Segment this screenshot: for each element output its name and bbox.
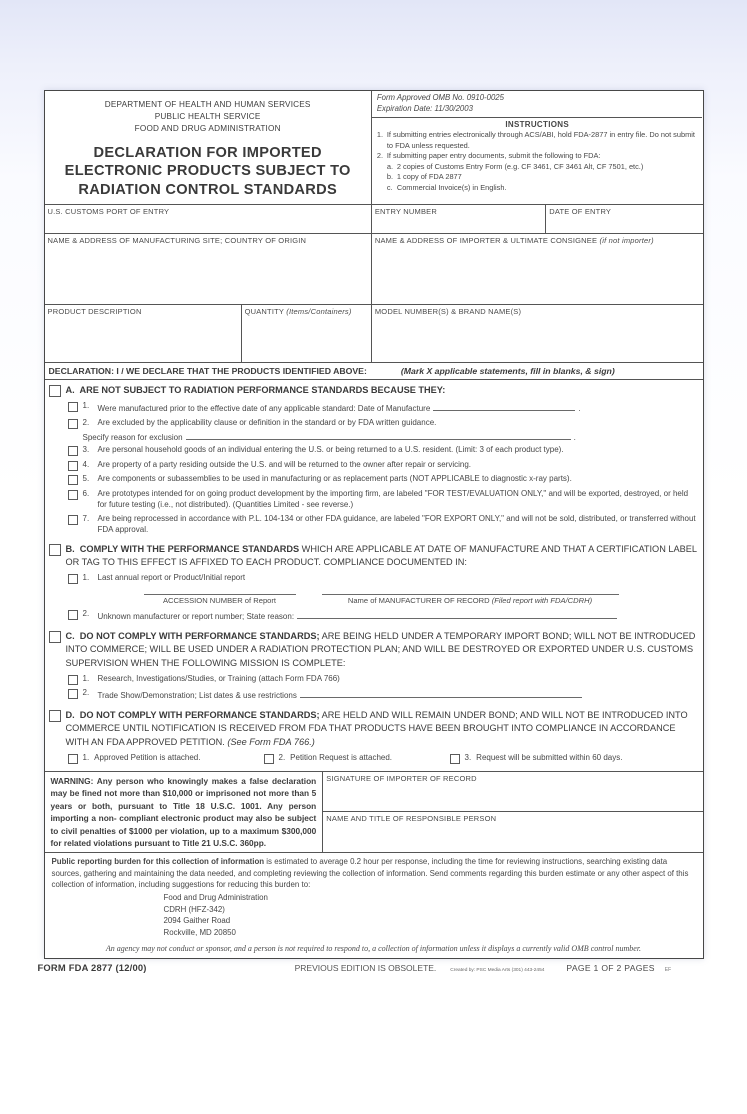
signature-label: SIGNATURE OF IMPORTER OF RECORD <box>326 773 477 783</box>
section-a-item-1: 1. Were manufactured prior to the effective date of any applicable standard: Date of Manufacture . <box>49 401 699 415</box>
entry-number-field[interactable] <box>371 205 545 233</box>
section-c-item-1: 1. Research, Investigations/Studies, or Training (attach Form FDA 766) <box>49 674 699 685</box>
checkbox-a7[interactable] <box>68 515 78 525</box>
checkbox-a4[interactable] <box>68 461 78 471</box>
checkbox-section-d[interactable] <box>49 710 61 722</box>
section-b-item-1: 1. Last annual report or Product/Initial report <box>49 573 699 584</box>
product-description-field[interactable] <box>45 305 241 362</box>
section-d-heading: D. DO NOT COMPLY WITH PERFORMANCE STANDARDS; ARE HELD AND WILL REMAIN UNDER BOND; AND WILL NOT BE INTRODUCED INTO COMMERCE UNTIL NOTIFICATION IS RECEIVED FROM FDA THAT PRODUCTS HAVE BEEN BROUGHT INTO COMPLIANCE IN ACCORDANCE WITH AN FDA APPROVED PETITION. (See Form FDA 766.) <box>65 709 688 747</box>
checkbox-c1[interactable] <box>68 675 78 685</box>
form-sheet <box>44 90 704 959</box>
manufacturing-site-label: NAME & ADDRESS OF MANUFACTURING SITE; COUNTRY OF ORIGIN <box>47 235 307 245</box>
section-a-heading: A. ARE NOT SUBJECT TO RADIATION PERFORMANCE STANDARDS BECAUSE THEY: <box>65 384 446 395</box>
checkbox-d2[interactable] <box>264 754 274 764</box>
omb-expiration: Expiration Date: 11/30/2003 <box>376 103 473 113</box>
checkbox-c2[interactable] <box>68 689 78 699</box>
created-by-note: Created by: PSC Media Arts (301) 443-2454 <box>450 967 545 973</box>
importer-consignee-field[interactable] <box>371 234 703 304</box>
quantity-label: QUANTITY (Items/Containers) <box>244 306 352 316</box>
header-right-block <box>371 91 703 204</box>
dates-restrictions-blank[interactable] <box>300 688 582 698</box>
port-of-entry-label: U.S. CUSTOMS PORT OF ENTRY <box>47 206 170 216</box>
checkbox-b2[interactable] <box>68 610 78 620</box>
header-agency-block <box>45 91 371 204</box>
section-a-item-4: 4. Are property of a party residing outside the U.S. and will be returned to the owner after repair or servicing. <box>49 460 699 471</box>
section-d-item-1: 1. Approved Petition is attached. <box>68 753 264 764</box>
model-brand-field[interactable] <box>371 305 703 362</box>
checkbox-a2[interactable] <box>68 419 78 429</box>
section-a-item-5: 5. Are components or subassemblies to be used in manufacturing or as replacement parts (NOT APPLICABLE to diagnostic x-ray parts). <box>49 474 699 485</box>
section-a-item-6: 6. Are prototypes intended for on going product development by the importing firm, are labeled "FOR TEST/EVALUATION ONLY," and will be exported, destroyed, or held for future testing (i.e., not distributed). (Quantities Limited - see reverse.) <box>49 489 699 511</box>
warning-text: WARNING: Any person who knowingly makes a false declaration may be fined not more than $10,000 or imprisoned not more than 5 years or both, pursuant to Title 18 U.S.C. 1001. Any person importing a non- compliant electronic product may also be subject to civil penalties of $1000 per violation, up to a maximum $300,000 for related violations pursuant to Title 21 U.S.C. 360pp. <box>50 775 317 849</box>
importer-consignee-label: NAME & ADDRESS OF IMPORTER & ULTIMATE CONSIGNEE (if not importer) <box>374 235 654 245</box>
section-c <box>49 630 699 702</box>
instructions <box>372 118 703 195</box>
checkbox-a1[interactable] <box>68 402 78 412</box>
manufacturing-site-field[interactable] <box>45 234 371 304</box>
form-number: FORM FDA 2877 (12/00) <box>37 961 147 973</box>
section-a-item-2: 2. Are excluded by the applicability clause or definition in the standard or by FDA written guidance. <box>49 418 699 429</box>
quantity-field[interactable] <box>241 305 371 362</box>
instruction-2c: c. Commercial Invoice(s) in English. <box>386 182 507 192</box>
checkbox-section-b[interactable] <box>49 544 61 556</box>
burden-statement: Public reporting burden for this collection of information is estimated to average 0.2 hour per response, including the time for reviewing instructions, searching existing data sources, gathering and maintaining the data needed, and completing reviewing the collection of information. Send comments regarding this burden estimate or any other aspect of this collection of information, including suggestions for reducing this burden to: Food and Drug Administration CDRH (HFZ-342) 2094 Gaither Road Rockville, MD 20850 <box>45 853 703 941</box>
responsible-person-label: NAME AND TITLE OF RESPONSIBLE PERSON <box>326 813 497 823</box>
date-of-manufacture-blank[interactable] <box>433 401 575 411</box>
exclusion-reason-blank[interactable] <box>186 430 571 440</box>
instructions-title: INSTRUCTIONS <box>505 119 569 129</box>
checkbox-a3[interactable] <box>68 446 78 456</box>
product-description-label: PRODUCT DESCRIPTION <box>47 306 142 316</box>
agency-dept: DEPARTMENT OF HEALTH AND HUMAN SERVICES <box>104 100 311 109</box>
instruction-2a: a. 2 copies of Customs Entry Form (e.g. CF 3461, CF 3461 Alt, CF 7501, etc.) <box>386 161 644 171</box>
declaration-bar <box>45 363 703 380</box>
checkbox-d3[interactable] <box>450 754 460 764</box>
section-d <box>49 709 699 764</box>
checkbox-section-c[interactable] <box>49 631 61 643</box>
state-reason-blank[interactable] <box>297 609 617 619</box>
date-of-entry-label: DATE OF ENTRY <box>549 206 612 216</box>
section-c-heading: C. DO NOT COMPLY WITH PERFORMANCE STANDARDS; ARE BEING HELD UNDER A TEMPORARY IMPORT BOND; WILL NOT BE INTRODUCED INTO COMMERCE; WILL BE USED UNDER A RADIATION PROTECTION PLAN; AND WILL BE DESTROYED OR EXPORTED UNDER U.S. CUSTOMS SUPERVISION WHEN THE FOLLOWING MISSION IS COMPLETE: <box>65 631 696 668</box>
section-d-items <box>49 753 699 764</box>
port-of-entry-field[interactable] <box>45 205 371 233</box>
responsible-person-field[interactable] <box>323 811 702 853</box>
checkbox-b1[interactable] <box>68 574 78 584</box>
section-d-item-3: 3. Request will be submitted within 60 days. <box>450 753 623 764</box>
section-a-item-7: 7. Are being reprocessed in accordance with P.L. 104-134 or other FDA guidance, are labeled "FOR EXPORT ONLY," and will not be sold, distributed, or transferred without FDA approval. <box>49 514 699 536</box>
signature-field[interactable] <box>323 772 702 811</box>
manufacturer-of-record-blank[interactable]: Name of MANUFACTURER OF RECORD (Filed report with FDA/CDRH) <box>322 594 619 606</box>
warning-signature-row <box>45 771 703 854</box>
checkbox-section-a[interactable] <box>49 385 61 397</box>
omb-number: Form Approved OMB No. 0910-0025 <box>376 93 504 102</box>
ef-mark: EF <box>664 966 672 973</box>
form-header <box>45 91 703 205</box>
omb-approval <box>372 91 703 118</box>
report-reference-row <box>49 594 699 606</box>
page-indicator: PAGE 1 OF 2 PAGES <box>566 962 655 973</box>
instruction-2: 2. If submitting paper entry documents, submit the following to FDA: <box>376 151 601 161</box>
fda-address: Food and Drug Administration CDRH (HFZ-342) 2094 Gaither Road Rockville, MD 20850 <box>163 893 268 937</box>
instruction-2b: b. 1 copy of FDA 2877 <box>386 172 462 182</box>
section-b-heading: B. COMPLY WITH THE PERFORMANCE STANDARDS WHICH ARE APPLICABLE AT DATE OF MANUFACTURE AND THAT A CERTIFICATION LABEL OR TAG TO THIS EFFECT IS AFFIXED TO EACH PRODUCT. COMPLIANCE DOCUMENTED IN: <box>65 543 697 567</box>
section-a-item-2-line2: Specify reason for exclusion . <box>49 430 699 442</box>
previous-edition-note: PREVIOUS EDITION IS OBSOLETE. <box>294 962 437 973</box>
accession-number-blank[interactable]: ACCESSION NUMBER of Report <box>144 594 296 606</box>
section-b-item-2: 2. Unknown manufacturer or report number; State reason: <box>49 609 699 623</box>
signature-column <box>322 772 702 853</box>
omb-control-notice: An agency may not conduct or sponsor, and a person is not required to respond to, a collection of information unless it displays a currently valid OMB control number. <box>105 943 642 953</box>
form-footer <box>38 962 710 973</box>
instruction-1: 1. If submitting entries electronically through ACS/ABI, hold FDA-2877 in entry file. Do not submit to FDA unless requested. <box>376 130 695 150</box>
section-a-item-3: 3. Are personal household goods of an individual entering the U.S. or being returned to a U.S. resident. (Limit: 3 of each product type). <box>49 445 699 456</box>
agency-fda: FOOD AND DRUG ADMINISTRATION <box>134 123 281 133</box>
date-of-entry-field[interactable] <box>545 205 702 233</box>
checkbox-a5[interactable] <box>68 475 78 485</box>
entry-number-label: ENTRY NUMBER <box>374 206 437 216</box>
model-brand-label: MODEL NUMBER(S) & BRAND NAME(S) <box>374 306 522 316</box>
checkbox-d1[interactable] <box>68 754 78 764</box>
declaration-statement: DECLARATION: I / WE DECLARE THAT THE PRODUCTS IDENTIFIED ABOVE: <box>48 365 367 376</box>
agency-phs: PUBLIC HEALTH SERVICE <box>154 111 261 121</box>
section-a <box>49 384 699 536</box>
section-c-item-2: 2. Trade Show/Demonstration; List dates & use restrictions <box>49 688 699 702</box>
section-d-item-2: 2. Petition Request is attached. <box>264 753 450 764</box>
form-title: DECLARATION FOR IMPORTED ELECTRONIC PRODUCTS SUBJECT TO RADIATION CONTROL STANDARDS <box>64 144 351 199</box>
checkbox-a6[interactable] <box>68 490 78 500</box>
declaration-hint: (Mark X applicable statements, fill in blanks, & sign) <box>400 365 615 376</box>
section-b <box>49 543 699 623</box>
